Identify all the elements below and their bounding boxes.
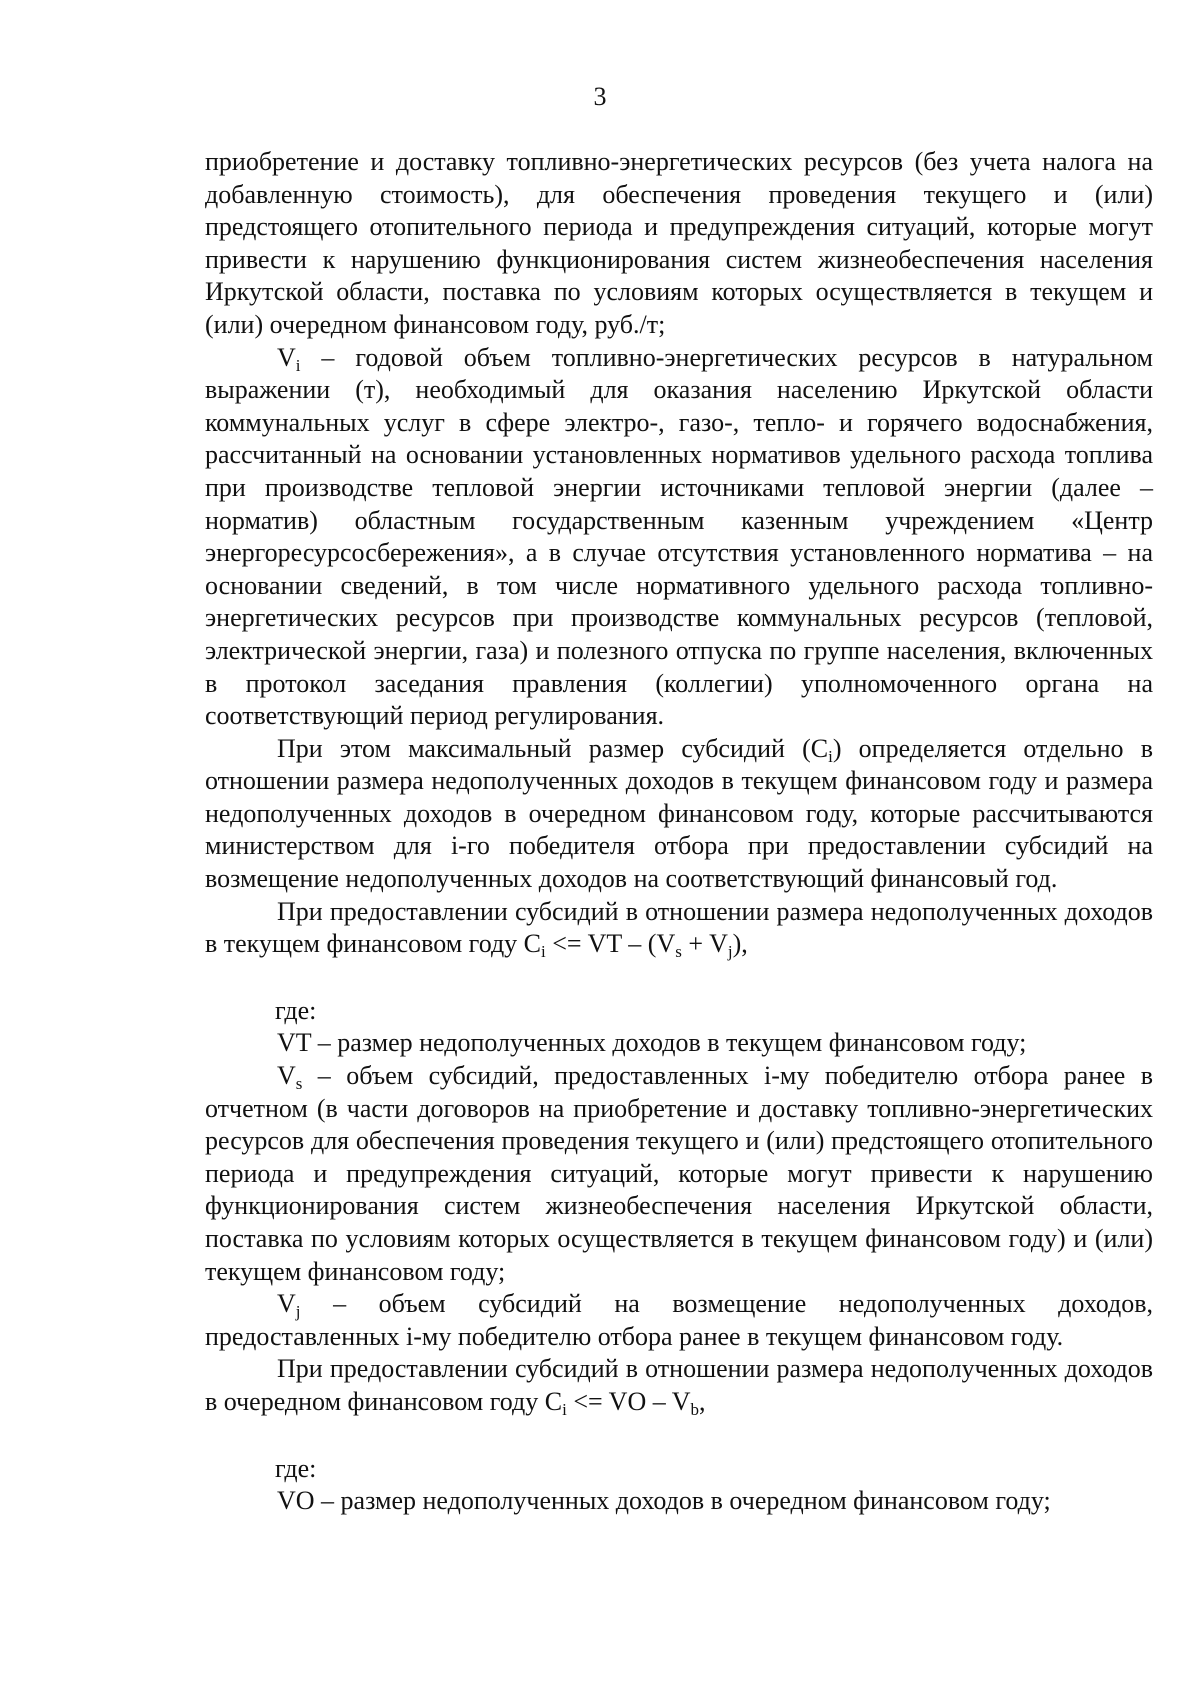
paragraph-vs-definition xyxy=(205,1060,1153,1288)
symbol-v: V xyxy=(277,1289,296,1319)
subscript-s: s xyxy=(295,1074,303,1094)
text-fragment: При предоставлении субсидий в отношении размера недополученных доходов в текущем финансовом году C xyxy=(205,896,1153,959)
page-number: 3 xyxy=(593,82,607,111)
subscript-i: i xyxy=(562,1399,567,1419)
formula-fragment: <= VT – (V xyxy=(545,929,676,959)
paragraph-next-year-formula xyxy=(205,1353,1153,1418)
document-body xyxy=(205,146,1153,1518)
paragraph-vi-definition xyxy=(205,342,1153,733)
subscript-i: i xyxy=(828,746,833,766)
subscript-j: j xyxy=(727,942,733,962)
paragraph-vt-definition: VT – размер недополученных доходов в текущем финансовом году; xyxy=(277,1028,1027,1058)
formula-fragment: + V xyxy=(681,929,728,959)
paragraph-current-year-formula xyxy=(205,896,1153,961)
symbol-v: V xyxy=(277,1061,296,1091)
paragraph-vo-definition: VO – размер недополученных доходов в очередном финансовом году; xyxy=(277,1486,1051,1516)
subscript-b: b xyxy=(690,1399,700,1419)
vi-definition-text: – годовой объем топливно-энергетических ресурсов в натуральном выражении (т), необходимый для оказания населению Иркутской области коммунальных услуг в сфере электро-, газо-, тепло- и горячего водоснабжения, рассчитанный на основании установленных нормативов удельного расхода топлива при производстве тепловой энергии источниками тепловой энергии (далее – норматив) областным государственным казенным учреждением «Центр энергоресурсосбережения», а в случае отсутствия установленного норматива – на основании сведений, в том числе нормативного удельного расхода топливно-энергетических ресурсов при производстве коммунальных ресурсов (тепловой, электрической энергии, газа) и полезного отпуска по группе населения, включенных в протокол заседания правления (коллегии) уполномоченного органа на соответствующий период регулирования. xyxy=(205,342,1153,731)
vj-definition-text: – объем субсидий на возмещение недополученных доходов, предоставленных i-му победителю отбора ранее в текущем финансовом году. xyxy=(205,1289,1153,1351)
paragraph-max-subsidy xyxy=(205,733,1153,896)
text-fragment: При предоставлении субсидий в отношении размера недополученных доходов в очередном финансовом году C xyxy=(205,1354,1153,1416)
symbol-v: V xyxy=(277,342,296,372)
subscript-s: s xyxy=(675,942,682,962)
where-label: где: xyxy=(275,1453,317,1483)
formula-fragment: ), xyxy=(732,929,748,959)
text-fragment: ) определяется отдельно в отношении размера недополученных доходов в текущем финансовом году и размера недополученных доходов в очередном финансовом году, которые рассчитываются министерством для i-го победителя отбора при предоставлении субсидий на возмещение недополученных доходов на соответствующий финансовый год. xyxy=(205,733,1153,894)
formula-fragment: <= VO – V xyxy=(566,1386,691,1416)
paragraph-continuation: приобретение и доставку топливно-энергетических ресурсов (без учета налога на добавленную стоимость), для обеспечения проведения текущего и (или) предстоящего отопительного периода и предупреждения ситуаций, которые могут привести к нарушению функционирования систем жизнеобеспечения населения Иркутской области, поставка по условиям которых осуществляется в текущем и (или) очередном финансовом году, руб./т; xyxy=(205,147,1153,339)
formula-fragment: , xyxy=(699,1386,706,1416)
vs-definition-text: – объем субсидий, предоставленных i-му победителю отбора ранее в отчетном (в части договоров на приобретение и доставку топливно-энергетических ресурсов для обеспечения проведения текущего и (или) предстоящего отопительного периода и предупреждения ситуаций, которые могут привести к нарушению функционирования систем жизнеобеспечения населения Иркутской области, поставка по условиям которых осуществляется в текущем финансовом году) и (или) текущем финансовом году; xyxy=(205,1061,1153,1286)
where-label: где: xyxy=(275,995,317,1025)
text-fragment: При этом максимальный размер субсидий (C xyxy=(277,733,829,763)
subscript-i: i xyxy=(295,355,301,375)
subscript-i: i xyxy=(541,942,546,962)
paragraph-vj-definition xyxy=(205,1288,1153,1353)
subscript-j: j xyxy=(295,1302,301,1322)
